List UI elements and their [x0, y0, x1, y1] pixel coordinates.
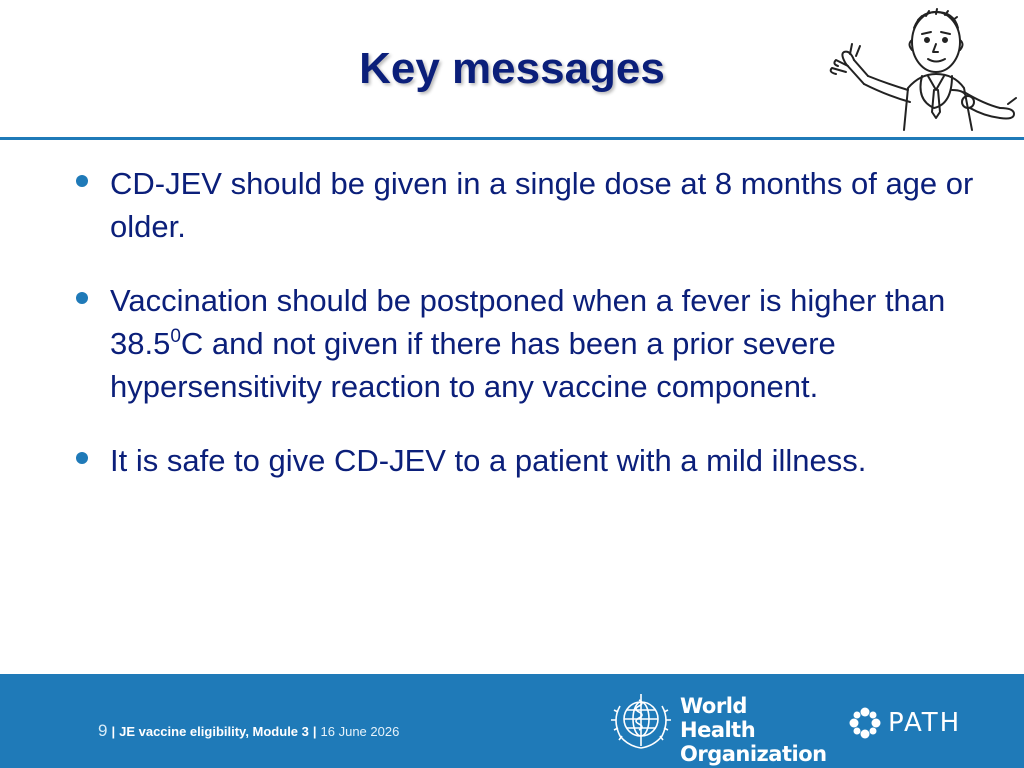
bullet-mild-illness	[72, 439, 1002, 482]
bullet-text-after: C and not given if there has been a prior severe hypersensitivity reaction to any vaccine component.	[110, 326, 836, 404]
bullet-text: CD-JEV should be given in a single dose at 8 months of age or older.	[110, 166, 974, 244]
title-divider	[0, 137, 1024, 140]
bullet-postpone-vaccination	[72, 279, 1002, 408]
footer-bar	[0, 674, 1024, 768]
who-emblem-icon	[606, 686, 676, 756]
who-logo	[606, 686, 827, 766]
bullet-single-dose	[72, 162, 1002, 248]
bullet-dot-icon	[76, 452, 88, 464]
bullet-text: It is safe to give CD-JEV to a patient with a mild illness.	[110, 443, 867, 478]
footer-separator: |	[111, 724, 116, 739]
footer-caption	[98, 721, 399, 741]
who-wordmark	[680, 694, 827, 766]
key-messages-list	[72, 162, 1002, 513]
who-wordmark-line1: World Health	[680, 694, 756, 742]
path-logo	[848, 706, 978, 742]
bullet-superscript: 0	[170, 326, 181, 347]
who-wordmark-line2: Organization	[680, 742, 827, 766]
bullet-text-before: Vaccination should be postponed when a fever is higher than 38.5	[110, 283, 946, 361]
path-wordmark: PATH	[888, 708, 962, 738]
footer-separator: |	[312, 724, 317, 739]
doctor-waving-icon	[824, 4, 1020, 132]
slide-title: Key messages	[359, 44, 665, 93]
module-name: JE vaccine eligibility, Module 3	[119, 724, 309, 739]
path-logo-icon	[848, 706, 882, 740]
bullet-dot-icon	[76, 175, 88, 187]
presentation-date: 16 June 2026	[320, 724, 400, 739]
bullet-dot-icon	[76, 292, 88, 304]
page-number: 9	[98, 721, 108, 740]
